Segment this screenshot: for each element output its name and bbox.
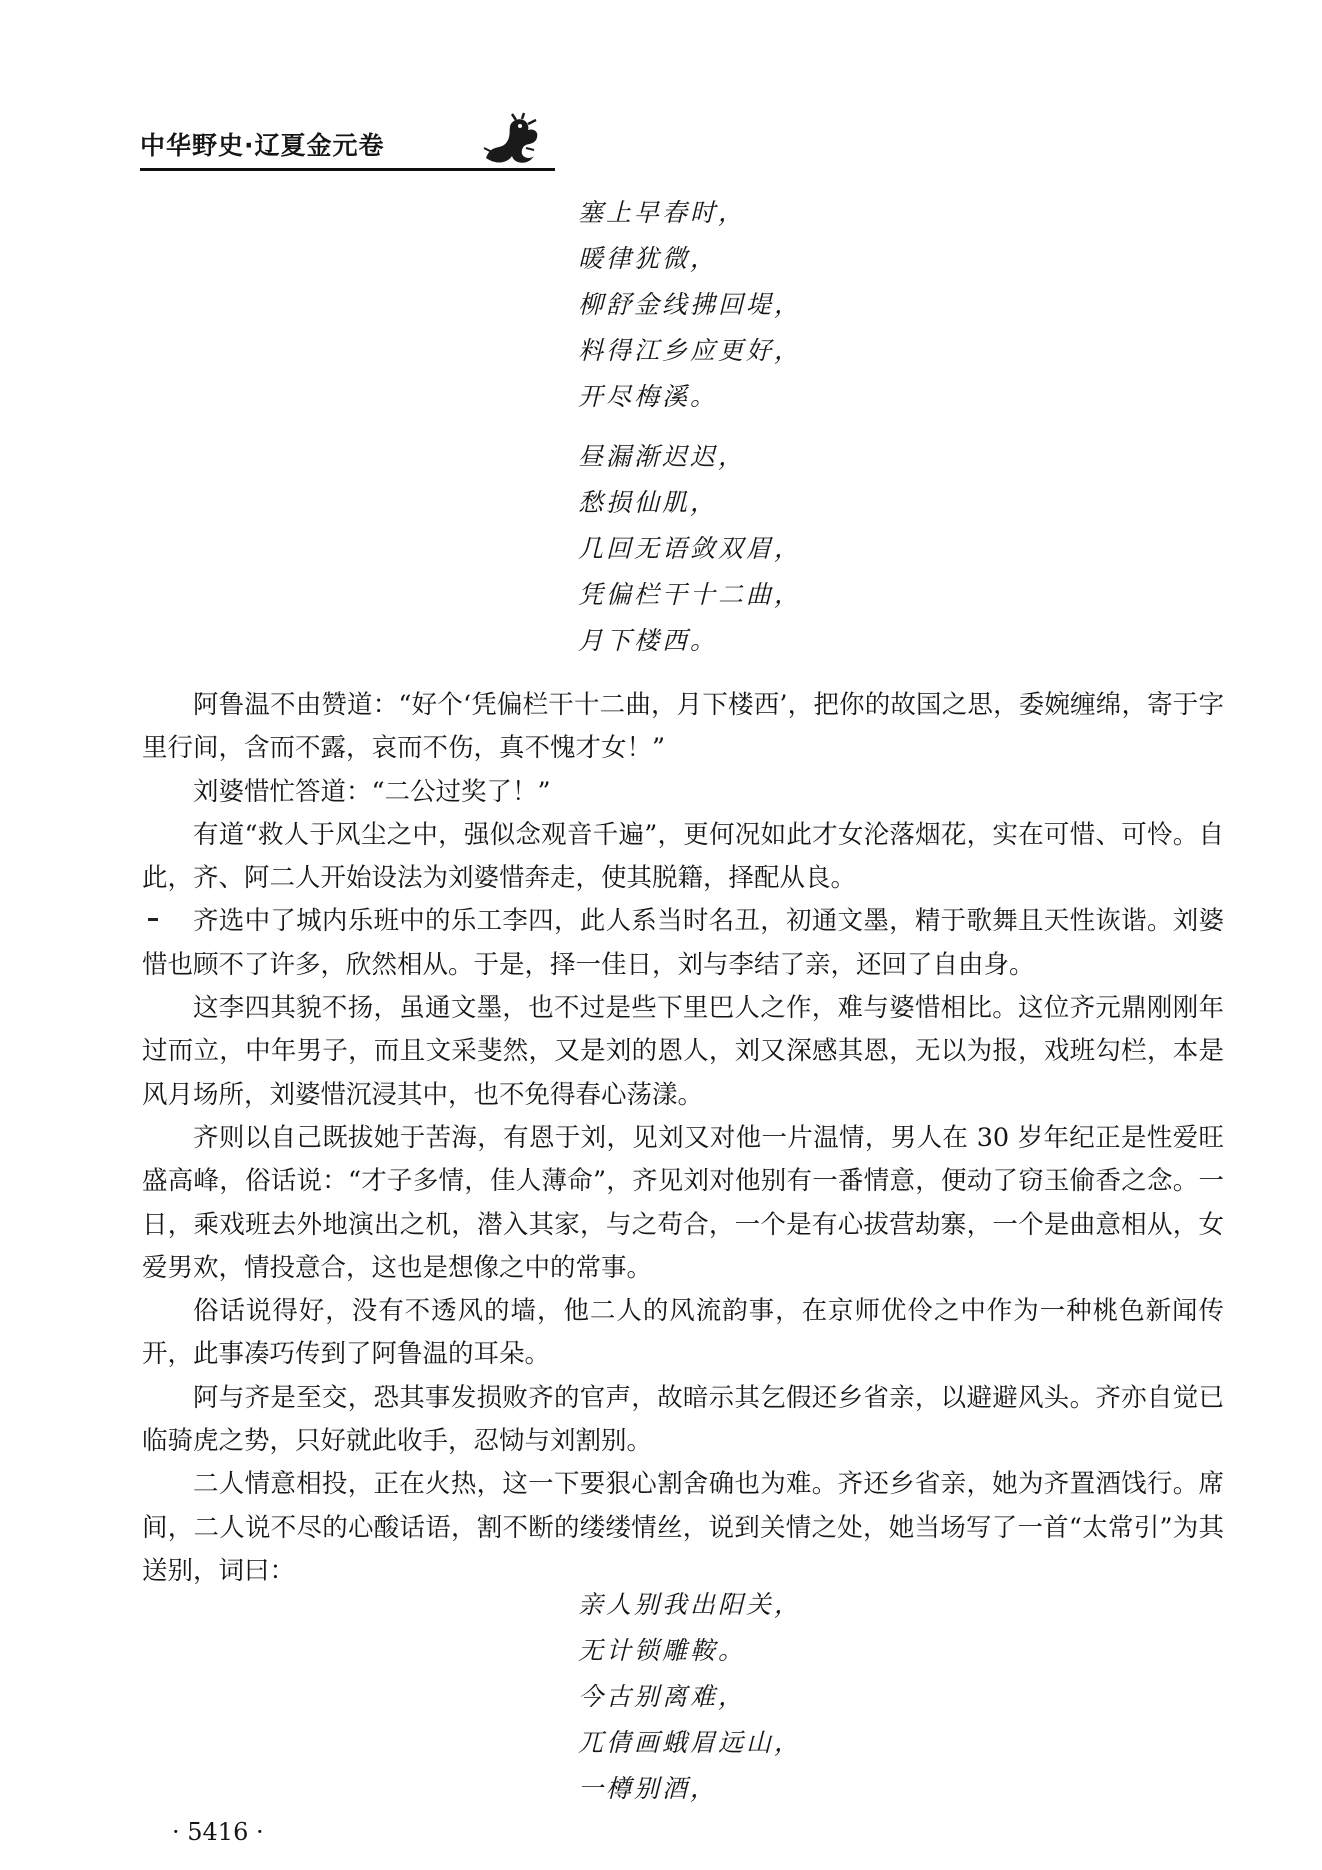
poem-stanza-2 [578,434,802,664]
page-header [140,112,1250,172]
poem-line: 料得江乡应更好， [578,336,803,365]
poem-line: 昼漏渐迟迟， [578,442,747,471]
paragraph: 这李四其貌不扬，虽通文墨，也不过是些下里巴人之作，难与婆惜相比。这位齐元鼎刚刚年过而立，中年男子，而且文采斐然，又是刘的恩人，刘又深感其恩，无以为报，戏班勾栏，本是风月场所，刘婆惜沉浸其中，也不免得春心荡漾。 [142,993,1224,1110]
poem-line: 今古别离难， [578,1682,747,1711]
poem-stanza-3 [578,1582,802,1812]
poem-stanza-1 [578,190,802,420]
paragraph: 二人情意相投，正在火热，这一下要狠心割舍确也为难。齐还乡省亲，她为齐置酒饯行。席间，二人说不尽的心酸话语，割不断的缕缕情丝，说到关情之处，她当场写了一首“太常引”为其送别，词曰： [142,1469,1224,1586]
poem-line: 塞上早春时， [578,198,747,227]
page-number: · 5416 · [172,1818,264,1846]
running-title: 中华野史·辽夏金元卷 [140,131,385,160]
poem-line: 无计锁雕鞍。 [578,1636,747,1665]
poem-line: 暖律犹微， [578,244,719,273]
poem-line: 几回无语敛双眉， [578,534,803,563]
dragon-icon [478,112,548,168]
paragraph: 有道“救人于风尘之中，强似念观音千遍”，更何况如此才女沦落烟花，实在可惜、可怜。自此，齐、阿二人开始设法为刘婆惜奔走，使其脱籍，择配从良。 [142,819,1224,894]
paragraph: 齐选中了城内乐班中的乐工李四，此人系当时名丑，初通文墨，精于歌舞且天性诙谐。刘婆惜也顾不了许多，欣然相从。于是，择一佳日，刘与李结了亲，还回了自由身。 [142,906,1224,980]
poem-line: 柳舒金线拂回堤， [578,290,803,319]
poem-line: 兀倩画蛾眉远山， [578,1728,803,1757]
poem-line: 一樽别酒， [578,1774,719,1803]
paragraph: 刘婆惜忙答道：“二公过奖了！” [193,776,551,807]
paragraph: 齐则以自己既拔她于苦海，有恩于刘，见刘又对他一片温情，男人在 30 岁年纪正是性爱旺盛高峰，俗话说：“才子多情，佳人薄命”，齐见刘对他别有一番情意，便动了窃玉偷香之念。一日，乘戏班去外地演出之机，潜入其家，与之苟合，一个是有心拔营劫寨，一个是曲意相从，女爱男欢，情投意合，这也是想像之中的常事。 [142,1122,1224,1283]
paragraph: 阿鲁温不由赞道：“好个‘凭偏栏干十二曲，月下楼西’，把你的故国之思，委婉缠绵，寄于字里行间，含而不露，哀而不伤，真不愧才女！” [142,690,1224,764]
poem-line: 亲人别我出阳关， [578,1590,803,1619]
poem-line: 愁损仙肌， [578,488,719,517]
body-text [142,684,1224,1593]
header-rule [140,168,555,171]
paragraph: 阿与齐是至交，恐其事发损败齐的官声，故暗示其乞假还乡省亲，以避避风头。齐亦自觉已临骑虎之势，只好就此收手，忍恸与刘割别。 [142,1382,1224,1457]
paragraph: 俗话说得好，没有不透风的墙，他二人的风流韵事，在京师优伶之中作为一种桃色新闻传开，此事凑巧传到了阿鲁温的耳朵。 [142,1296,1224,1370]
poem-line: 月下楼西。 [578,626,719,655]
poem-line: 凭偏栏干十二曲， [578,580,803,609]
poem-line: 开尽梅溪。 [578,382,719,411]
margin-mark [148,918,158,921]
